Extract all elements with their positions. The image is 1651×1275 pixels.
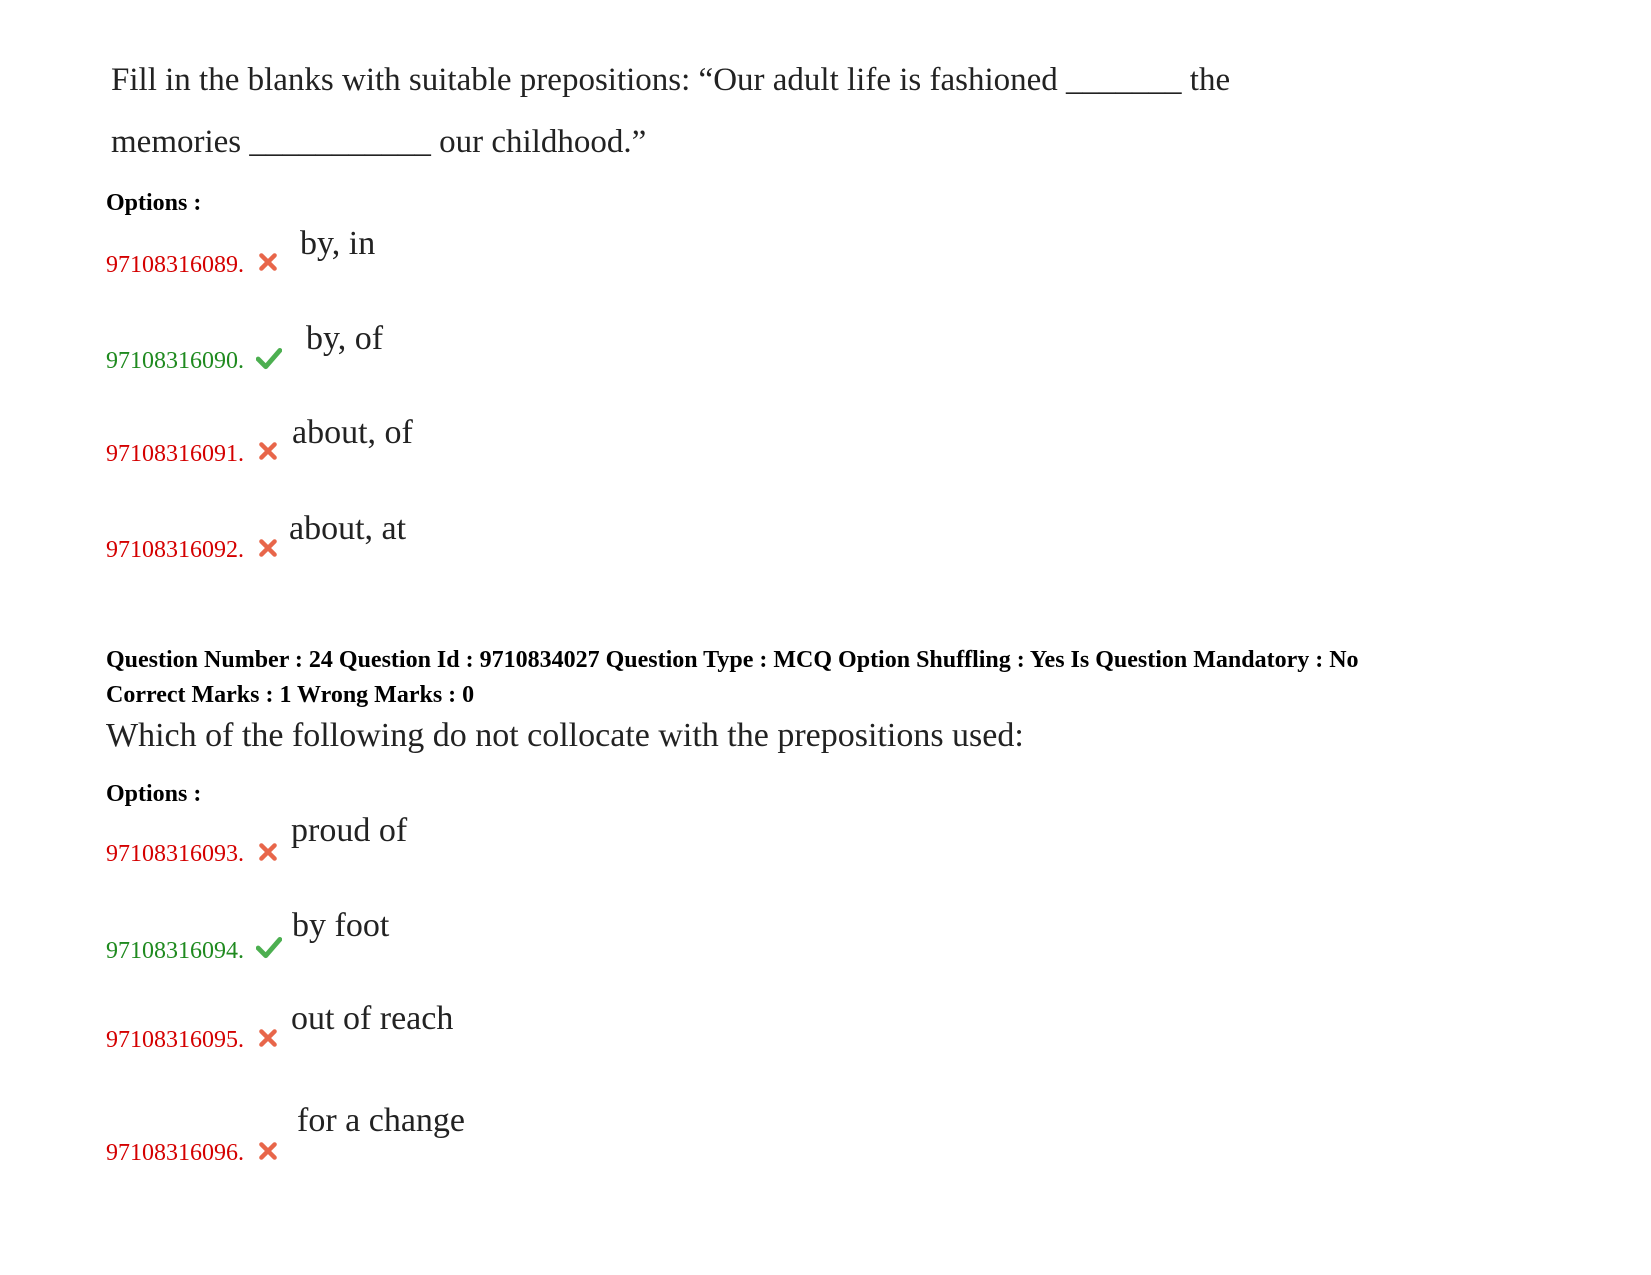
question-text-line-1: Fill in the blanks with suitable prepositions: “Our adult life is fashioned _______ the [111,62,1231,98]
option-id: 97108316094. [106,938,244,964]
option-text: out of reach [291,1000,454,1037]
cross-icon [257,440,279,462]
option-text: by, in [300,225,376,262]
cross-icon [257,1027,279,1049]
check-icon [256,346,282,370]
option-text: proud of [291,812,408,849]
options-label: Options : [106,781,202,807]
option-text: about, at [289,510,407,547]
option-id: 97108316091. [106,441,244,467]
question-meta-line-1: Question Number : 24 Question Id : 9710834027 Question Type : MCQ Option Shuffling : Yes Is Question Mandatory : No [106,647,1359,673]
check-icon [256,935,282,959]
question-text-line-2: memories ___________ our childhood.” [111,124,647,160]
option-text: for a change [297,1102,466,1139]
option-id: 97108316093. [106,841,244,867]
cross-icon [257,1140,279,1162]
cross-icon [257,537,279,559]
cross-icon [257,251,279,273]
option-text: by foot [292,907,390,944]
option-id: 97108316092. [106,537,244,563]
option-text: about, of [292,414,413,451]
options-label: Options : [106,190,202,216]
option-id: 97108316089. [106,252,244,278]
option-id: 97108316090. [106,348,244,374]
option-text: by, of [306,320,384,357]
cross-icon [257,841,279,863]
option-id: 97108316095. [106,1027,244,1053]
question-meta-line-2: Correct Marks : 1 Wrong Marks : 0 [106,682,475,708]
option-id: 97108316096. [106,1140,244,1166]
question-text: Which of the following do not collocate with the prepositions used: [106,717,1024,754]
